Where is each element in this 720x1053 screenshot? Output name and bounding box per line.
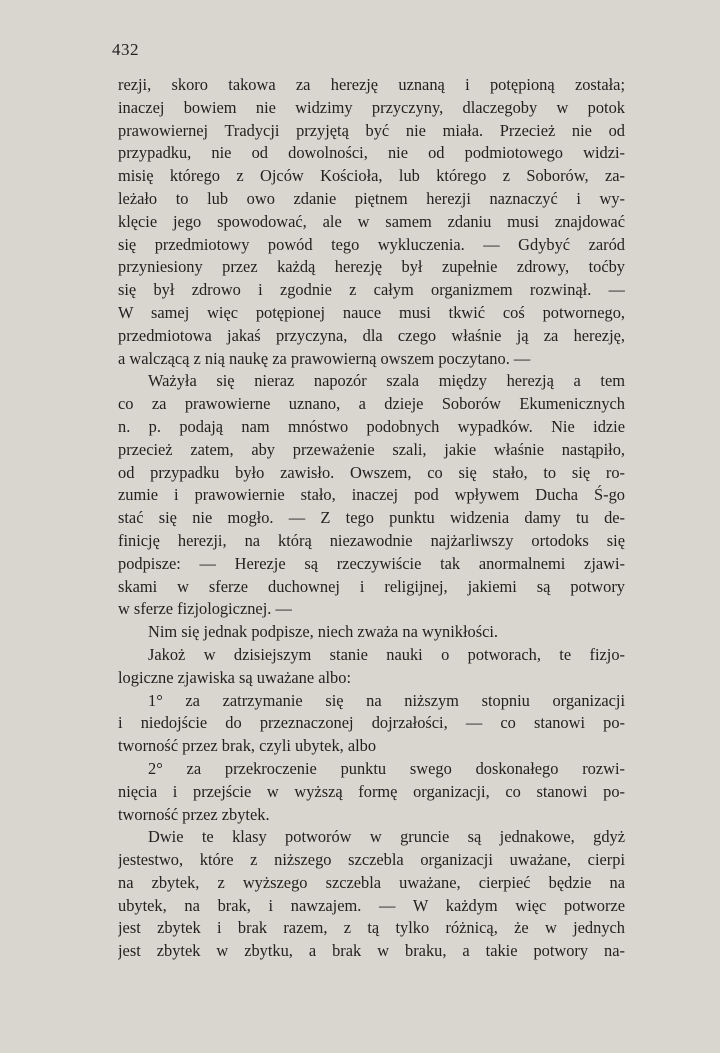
text-line: leżało to lub owo zdanie piętnem herezji naznaczyć i wy-	[118, 188, 625, 208]
text-line: finicję herezji, na którą niezawodnie najżarliwszy ortodoks się	[118, 530, 625, 550]
text-line: rezji, skoro takowa za herezję uznaną i potępioną została;	[118, 75, 625, 94]
text-line: przecież zatem, aby przeważenie szali, jakie właśnie nastąpiło,	[118, 439, 625, 459]
text-line: inaczej bowiem nie widzimy przyczyny, dlaczegoby w potok	[118, 97, 625, 117]
text-line: w sferze fizjologicznej. —	[118, 599, 292, 619]
text-line: tworność przez brak, czyli ubytek, albo	[118, 736, 377, 756]
text-line: klęcie jego spowodować, ale w samem zdaniu musi znajdować	[118, 211, 625, 231]
text-line: Nim się jednak podpisze, niech zważa na wynikłości.	[148, 622, 499, 642]
text-line: stać się nie mogło. — Z tego punktu widzenia damy tu de-	[118, 508, 625, 528]
text-line: przypadku, nie od dowolności, nie od podmiotowego widzi-	[118, 143, 625, 163]
text-line: jestestwo, które z niższego szczebla organizacji uważane, cierpi	[118, 850, 625, 870]
text-line: przyniesiony przez każdą herezję był zupełnie zdrowy, toćby	[118, 257, 625, 277]
text-line: Ważyła się nieraz napozór szala między herezją a tem	[148, 371, 625, 391]
text-line: się był zdrowo i zgodnie z całym organizmem rozwinął. —	[118, 280, 625, 300]
text-line: zumie i prawowiernie stało, inaczej pod wpływem Ducha Ś-go	[118, 485, 625, 505]
text-line: misię którego z Ojców Kościoła, lub którego z Soborów, za-	[118, 166, 625, 186]
body-text	[118, 74, 625, 963]
text-line: n. p. podają nam mnóstwo podobnych wypadków. Nie idzie	[118, 416, 625, 436]
text-line: Dwie te klasy potworów w gruncie są jednakowe, gdyż	[148, 827, 625, 847]
text-line: przedmiotowa jakaś przyczyna, dla czego właśnie ją za herezję,	[118, 325, 625, 345]
text-line: logiczne zjawiska są uważane albo:	[118, 667, 352, 687]
text-line: 2° za przekroczenie punktu swego doskonałego rozwi-	[148, 758, 625, 778]
text-line: się przedmiotowy powód tego wykluczenia. — Gdybyć zaród	[118, 234, 625, 254]
text-line: prawowiernej Tradycji przyjętą być nie miała. Przecież nie od	[118, 120, 625, 140]
text-line: nięcia i przejście w wyższą formę organizacji, co stanowi po-	[118, 781, 625, 801]
page-number: 432	[112, 40, 139, 59]
text-line: i niedojście do przeznaczonej dojrzałości, — co stanowi po-	[118, 713, 625, 733]
text-line: jest zbytek w zbytku, a brak w braku, a takie potwory na-	[118, 941, 625, 961]
text-line: na zbytek, z wyższego szczebla uważane, cierpieć będzie na	[118, 872, 625, 892]
text-line: Jakoż w dzisiejszym stanie nauki o potworach, te fizjo-	[148, 644, 625, 664]
text-line: 1° za zatrzymanie się na niższym stopniu organizacji	[148, 690, 625, 710]
text-line: a walczącą z nią naukę za prawowierną owszem poczytano. —	[118, 348, 531, 368]
text-line: od przypadku było zawisło. Owszem, co się stało, to się ro-	[118, 462, 625, 482]
text-line: tworność przez zbytek.	[118, 804, 270, 824]
text-line: podpisze: — Herezje są rzeczywiście tak anormalnemi zjawi-	[118, 553, 625, 573]
text-line: jest zbytek i brak razem, z tą tylko różnicą, że w jednych	[118, 918, 625, 938]
text-line: skami w sferze duchownej i religijnej, jakiemi są potwory	[118, 576, 625, 596]
text-line: W samej więc potępionej nauce musi tkwić coś potwornego,	[118, 302, 625, 322]
text-line: ubytek, na brak, i nawzajem. — W każdym więc potworze	[118, 895, 625, 915]
text-line: co za prawowierne uznano, a dzieje Soborów Ekumenicznych	[118, 394, 625, 414]
